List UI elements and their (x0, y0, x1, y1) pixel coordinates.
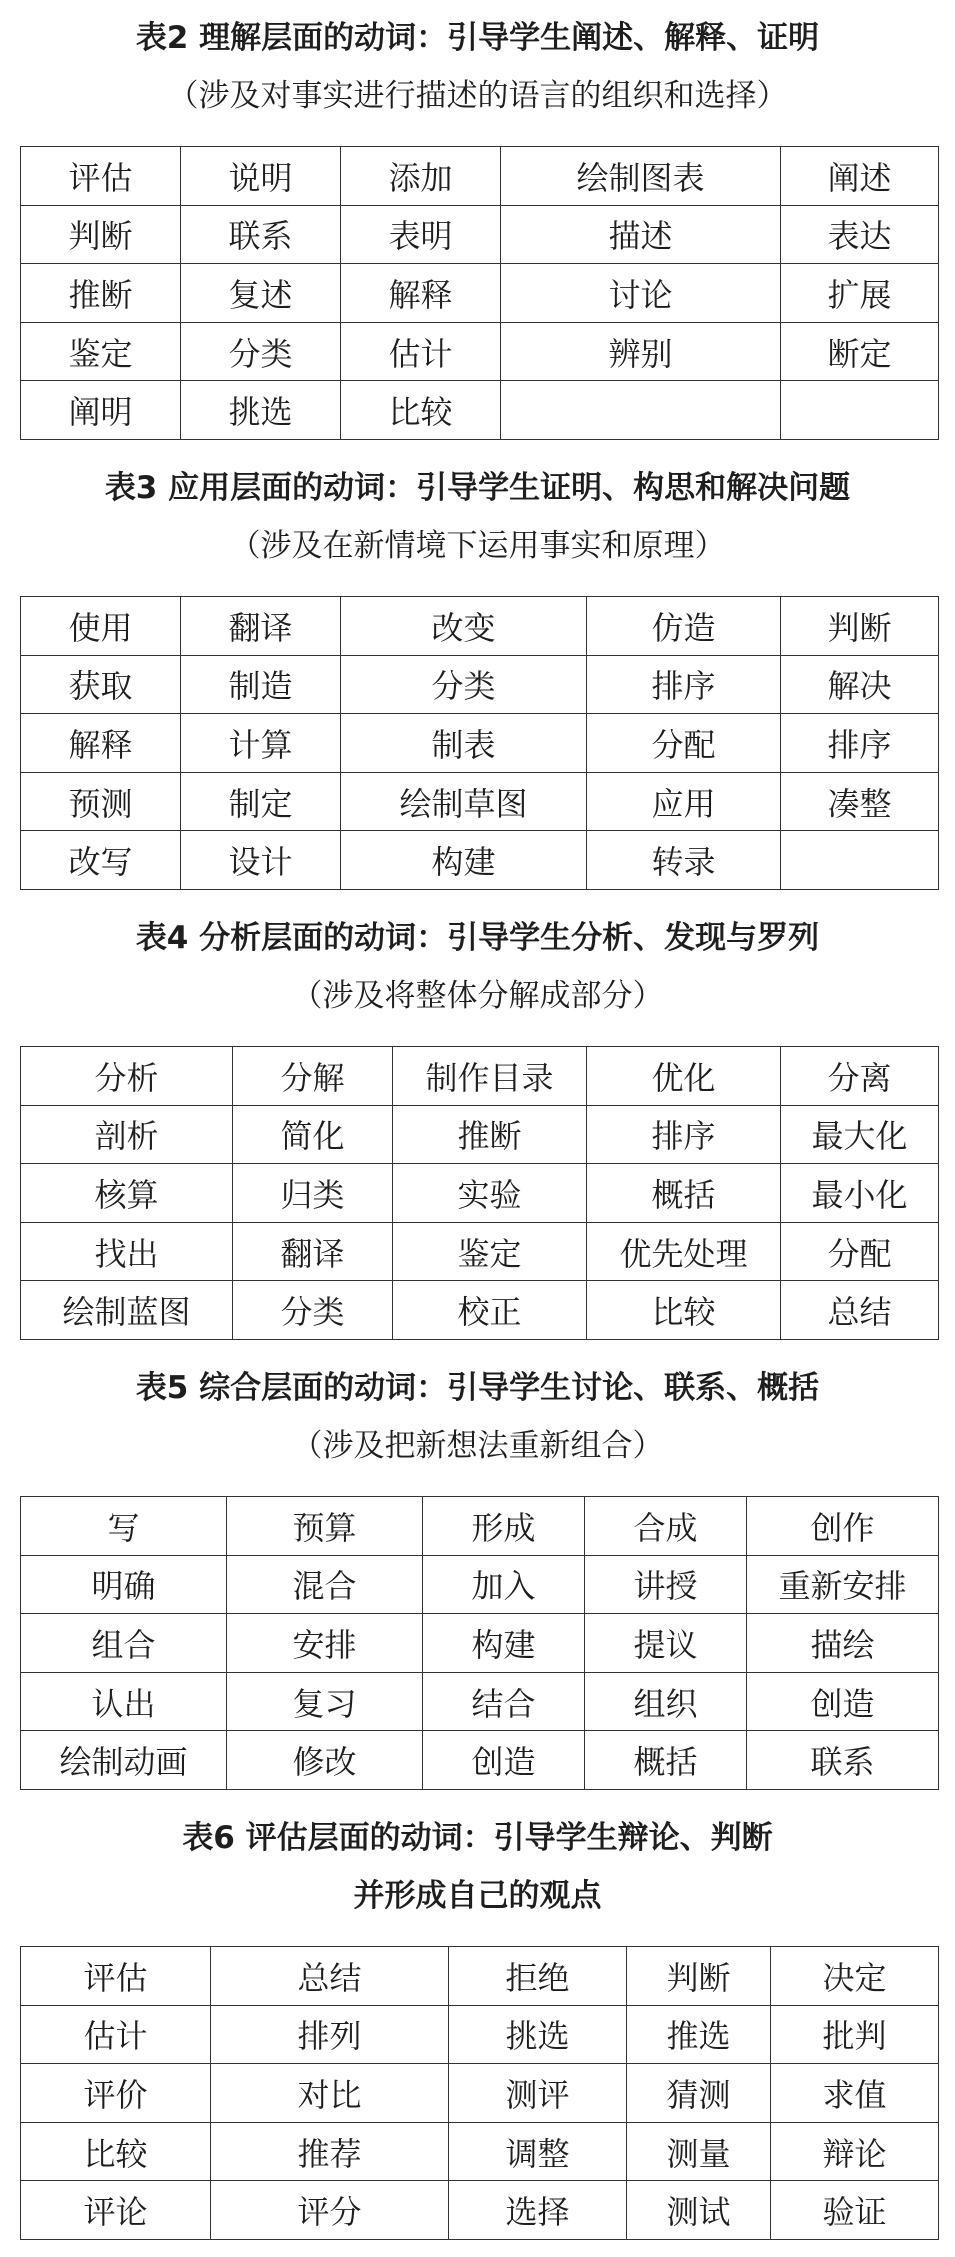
table-cell: 表达 (781, 205, 939, 264)
table-cell: 构建 (423, 1614, 585, 1673)
table-cell: 加入 (423, 1555, 585, 1614)
table-subtitle: 并形成自己的观点 (353, 1878, 602, 1914)
table-row (21, 2181, 939, 2240)
table-row (21, 831, 939, 890)
table-title: 表4 分析层面的动词：引导学生分析、发现与罗列 (135, 920, 820, 956)
table-cell: 比较 (341, 381, 501, 440)
table-subtitle: （涉及对事实进行描述的语言的组织和选择） (167, 78, 788, 114)
table-cell: 安排 (227, 1614, 423, 1673)
table-cell: 形成 (423, 1497, 585, 1556)
table-cell: 分析 (21, 1047, 233, 1106)
table-cell: 绘制图表 (501, 147, 781, 206)
table-cell: 总结 (211, 1947, 449, 2006)
table-cell: 拒绝 (449, 1947, 627, 2006)
verb-table-comprehension (20, 146, 939, 440)
table-cell: 排序 (587, 1105, 781, 1164)
table-cell: 测试 (627, 2181, 771, 2240)
table-cell: 比较 (21, 2122, 211, 2181)
table-cell: 修改 (227, 1731, 423, 1790)
table-cell: 实验 (393, 1164, 587, 1223)
table-cell: 制定 (181, 772, 341, 831)
table-cell: 对比 (211, 2064, 449, 2123)
table-cell: 设计 (181, 831, 341, 890)
table-row (21, 322, 939, 381)
table-cell: 找出 (21, 1222, 233, 1281)
table-cell: 排序 (587, 655, 781, 714)
table-cell: 比较 (587, 1281, 781, 1340)
table-cell: 获取 (21, 655, 181, 714)
table-cell: 总结 (781, 1281, 939, 1340)
table-cell: 创作 (747, 1497, 939, 1556)
table-row (21, 147, 939, 206)
table-title: 表3 应用层面的动词：引导学生证明、构思和解决问题 (104, 470, 851, 506)
table-cell: 辨别 (501, 322, 781, 381)
table-row (21, 2005, 939, 2064)
table-cell: 凑整 (781, 772, 939, 831)
table-cell: 推选 (627, 2005, 771, 2064)
table-cell: 鉴定 (393, 1222, 587, 1281)
table-cell: 挑选 (449, 2005, 627, 2064)
table-cell: 翻译 (233, 1222, 393, 1281)
table-cell: 估计 (21, 2005, 211, 2064)
table-cell: 描绘 (747, 1614, 939, 1673)
table-cell: 混合 (227, 1555, 423, 1614)
table-cell: 翻译 (181, 597, 341, 656)
table-cell: 绘制草图 (341, 772, 587, 831)
table-cell: 讨论 (501, 264, 781, 323)
table-cell: 排序 (781, 714, 939, 773)
table-cell: 归类 (233, 1164, 393, 1223)
table-cell: 创造 (747, 1672, 939, 1731)
table-cell: 阐明 (21, 381, 181, 440)
table-subtitle: （涉及把新想法重新组合） (291, 1428, 664, 1464)
table-cell: 评分 (211, 2181, 449, 2240)
table-cell: 分配 (781, 1222, 939, 1281)
table-row (21, 1947, 939, 2006)
verb-table-synthesis (20, 1496, 939, 1790)
table-cell: 解释 (21, 714, 181, 773)
table-title: 表6 评估层面的动词：引导学生辩论、判断 (182, 1820, 773, 1856)
table-cell: 创造 (423, 1731, 585, 1790)
table-row (21, 381, 939, 440)
table-row (21, 714, 939, 773)
table-cell: 测量 (627, 2122, 771, 2181)
table-cell: 核算 (21, 1164, 233, 1223)
table-cell: 写 (21, 1497, 227, 1556)
table-cell: 重新安排 (747, 1555, 939, 1614)
table-cell: 认出 (21, 1672, 227, 1731)
table-row (21, 1105, 939, 1164)
table-cell: 挑选 (181, 381, 341, 440)
table-cell: 校正 (393, 1281, 587, 1340)
table-row (21, 2122, 939, 2181)
table-title: 表5 综合层面的动词：引导学生讨论、联系、概括 (135, 1370, 820, 1406)
table-row (21, 1731, 939, 1790)
table-cell: 解释 (341, 264, 501, 323)
table-cell: 计算 (181, 714, 341, 773)
table-cell: 剖析 (21, 1105, 233, 1164)
table-cell: 联系 (747, 1731, 939, 1790)
table-cell: 分离 (781, 1047, 939, 1106)
table-cell: 概括 (585, 1731, 747, 1790)
table-cell: 结合 (423, 1672, 585, 1731)
table-cell: 估计 (341, 322, 501, 381)
table-row (21, 2064, 939, 2123)
table-cell: 制表 (341, 714, 587, 773)
table-cell: 判断 (21, 205, 181, 264)
table-row (21, 655, 939, 714)
table-cell: 评价 (21, 2064, 211, 2123)
table-cell: 复述 (181, 264, 341, 323)
table-cell: 预测 (21, 772, 181, 831)
table-cell: 制造 (181, 655, 341, 714)
table-cell: 改变 (341, 597, 587, 656)
table-cell: 说明 (181, 147, 341, 206)
table-cell: 调整 (449, 2122, 627, 2181)
table-cell: 断定 (781, 322, 939, 381)
table-cell: 推断 (21, 264, 181, 323)
table-cell: 改写 (21, 831, 181, 890)
table-cell: 组合 (21, 1614, 227, 1673)
table-cell: 推荐 (211, 2122, 449, 2181)
table-cell (781, 381, 939, 440)
table-cell: 分解 (233, 1047, 393, 1106)
table-cell: 应用 (587, 772, 781, 831)
table-row (21, 1555, 939, 1614)
table-cell: 批判 (771, 2005, 939, 2064)
table-row (21, 1164, 939, 1223)
table-cell: 辩论 (771, 2122, 939, 2181)
table-cell: 选择 (449, 2181, 627, 2240)
table-cell (781, 831, 939, 890)
table-cell: 讲授 (585, 1555, 747, 1614)
table-row (21, 1614, 939, 1673)
table-row (21, 597, 939, 656)
table-cell: 分类 (181, 322, 341, 381)
table-cell: 转录 (587, 831, 781, 890)
table-row (21, 205, 939, 264)
verb-table-application (20, 596, 939, 890)
table-cell: 合成 (585, 1497, 747, 1556)
table-cell: 绘制动画 (21, 1731, 227, 1790)
verb-table-evaluation (20, 1946, 939, 2240)
verb-table-analysis (20, 1046, 939, 1340)
table-cell: 联系 (181, 205, 341, 264)
table-title: 表2 理解层面的动词：引导学生阐述、解释、证明 (135, 20, 820, 56)
table-cell (501, 381, 781, 440)
table-cell: 评估 (21, 147, 181, 206)
table-cell: 解决 (781, 655, 939, 714)
table-cell: 组织 (585, 1672, 747, 1731)
table-cell: 最小化 (781, 1164, 939, 1223)
table-cell: 优先处理 (587, 1222, 781, 1281)
table-cell: 简化 (233, 1105, 393, 1164)
table-cell: 预算 (227, 1497, 423, 1556)
table-cell: 优化 (587, 1047, 781, 1106)
table-subtitle: （涉及在新情境下运用事实和原理） (229, 528, 726, 564)
table-subtitle: （涉及将整体分解成部分） (291, 978, 664, 1014)
table-row (21, 1672, 939, 1731)
table-cell: 推断 (393, 1105, 587, 1164)
table-cell: 扩展 (781, 264, 939, 323)
table-cell: 阐述 (781, 147, 939, 206)
table-row (21, 1047, 939, 1106)
table-cell: 评论 (21, 2181, 211, 2240)
table-cell: 排列 (211, 2005, 449, 2064)
table-cell: 概括 (587, 1164, 781, 1223)
table-cell: 提议 (585, 1614, 747, 1673)
table-cell: 分配 (587, 714, 781, 773)
table-cell: 分类 (341, 655, 587, 714)
table-cell: 仿造 (587, 597, 781, 656)
table-cell: 明确 (21, 1555, 227, 1614)
table-cell: 猜测 (627, 2064, 771, 2123)
table-cell: 描述 (501, 205, 781, 264)
table-cell: 判断 (627, 1947, 771, 2006)
table-cell: 求值 (771, 2064, 939, 2123)
table-cell: 添加 (341, 147, 501, 206)
table-row (21, 1281, 939, 1340)
table-cell: 绘制蓝图 (21, 1281, 233, 1340)
table-cell: 验证 (771, 2181, 939, 2240)
table-cell: 构建 (341, 831, 587, 890)
table-row (21, 1222, 939, 1281)
table-cell: 分类 (233, 1281, 393, 1340)
table-cell: 鉴定 (21, 322, 181, 381)
table-cell: 制作目录 (393, 1047, 587, 1106)
table-cell: 使用 (21, 597, 181, 656)
table-cell: 判断 (781, 597, 939, 656)
table-row (21, 264, 939, 323)
table-cell: 评估 (21, 1947, 211, 2006)
table-cell: 决定 (771, 1947, 939, 2006)
table-cell: 测评 (449, 2064, 627, 2123)
table-cell: 最大化 (781, 1105, 939, 1164)
table-row (21, 772, 939, 831)
table-cell: 表明 (341, 205, 501, 264)
table-cell: 复习 (227, 1672, 423, 1731)
table-row (21, 1497, 939, 1556)
